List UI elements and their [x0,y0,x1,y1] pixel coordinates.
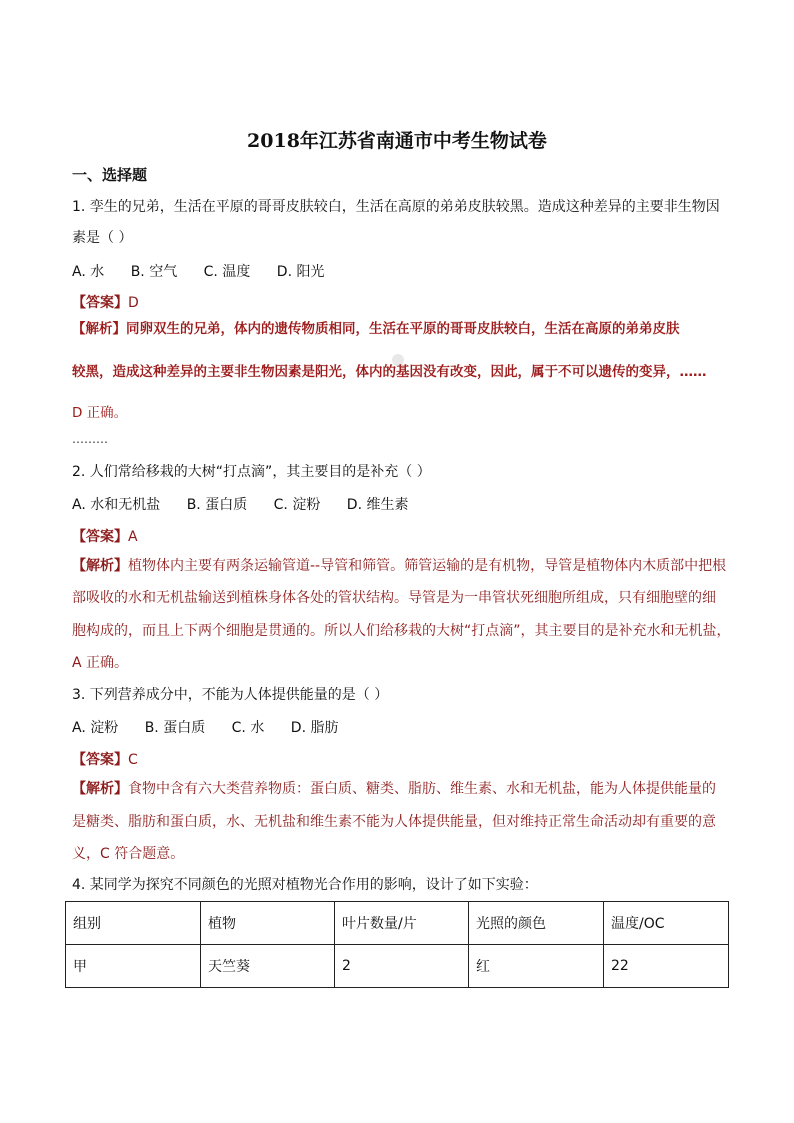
answer-value: C [128,752,138,768]
answer-value: D [128,295,139,311]
question-3-answer [72,749,138,769]
table-header-cell: 叶片数量/片 [335,902,469,945]
option-b: B. 蛋白质 [186,497,248,513]
table-header-cell: 组别 [66,902,201,945]
explanation-text: 食物中含有六大类营养物质：蛋白质、糖类、脂肪、维生素、水和无机盐，能为人体提供能量的 [128,781,716,797]
table-row [66,945,729,988]
question-1-explanation-line3: D 正确。 [72,405,128,421]
question-3-options [72,717,360,737]
question-3-explanation-line3: 义，C 符合题意。 [72,846,185,862]
question-3-stem: 3. 下列营养成分中，不能为人体提供能量的是（ ） [72,687,389,703]
answer-label: 【答案】 [72,529,128,545]
question-1-explanation-line1: 【解析】同卵双生的兄弟，体内的遗传物质相同，生活在平原的哥哥皮肤较白，生活在高原的弟弟皮肤 [72,321,680,337]
option-a: A. 水和无机盐 [72,497,161,513]
explanation-label: 【解析】 [72,558,128,574]
question-3-explanation-line1 [72,778,716,800]
explanation-text: 植物体内主要有两条运输管道--导管和筛管。筛管运输的是有机物，导管是植物体内木质部中把根 [128,558,727,574]
question-1-stem-line1: 1. 孪生的兄弟，生活在平原的哥哥皮肤较白，生活在高原的弟弟皮肤较黑。造成这种差异的主要非生物因 [72,199,720,215]
option-c: C. 淀粉 [273,497,321,513]
table-header-cell: 植物 [201,902,335,945]
table-cell: 红 [469,945,604,988]
ellipsis: ……… [72,432,108,446]
table-cell: 天竺葵 [201,945,335,988]
question-2-answer [72,526,138,546]
question-1-answer [72,292,139,312]
table-cell: 2 [335,945,469,988]
option-a: A. 水 [72,264,105,280]
option-d: D. 维生素 [346,497,409,513]
question-2-explanation-line1 [72,555,726,577]
question-1-stem-line2: 素是（ ） [72,230,133,246]
option-d: D. 阳光 [276,264,325,280]
question-2-explanation-line3: 胞构成的，而且上下两个细胞是贯通的。所以人们给移栽的大树“打点滴”，其主要目的是补充水和无机盐， [72,623,731,639]
page-title: 2018年江苏省南通市中考生物试卷 [247,130,547,152]
table-header-row [66,902,729,945]
answer-label: 【答案】 [72,295,128,311]
question-2-explanation-line2: 部吸收的水和无机盐输送到植株身体各处的管状结构。导管是为一串管状死细胞所组成，只有细胞壁的细 [72,590,716,606]
table-header-cell: 光照的颜色 [469,902,604,945]
section-heading: 一、选择题 [72,166,148,184]
option-d: D. 脂肪 [290,720,339,736]
table-header-cell: 温度/OC [604,902,729,945]
answer-label: 【答案】 [72,752,128,768]
answer-value: A [128,529,138,545]
option-b: B. 空气 [130,264,178,280]
option-c: C. 水 [231,720,265,736]
option-a: A. 淀粉 [72,720,119,736]
option-b: B. 蛋白质 [144,720,206,736]
explanation-label: 【解析】 [72,781,128,797]
question-3-explanation-line2: 是糖类、脂肪和蛋白质，水、无机盐和维生素不能为人体提供能量，但对维持正常生命活动却有重要的意 [72,814,716,830]
option-c: C. 温度 [203,264,251,280]
question-2-explanation-line4: A 正确。 [72,655,129,671]
question-1-options [72,261,346,281]
question-4-stem: 4. 某同学为探究不同颜色的光照对植物光合作用的影响，设计了如下实验： [72,877,538,893]
question-2-options [72,494,430,514]
experiment-table [65,901,729,988]
question-1-explanation-line2: 较黑，造成这种差异的主要非生物因素是阳光，体内的基因没有改变，因此，属于不可以遗传的变异，…… [72,364,707,380]
table-cell: 甲 [66,945,201,988]
table-cell: 22 [604,945,729,988]
question-2-stem: 2. 人们常给移栽的大树“打点滴”，其主要目的是补充（ ） [72,464,431,480]
